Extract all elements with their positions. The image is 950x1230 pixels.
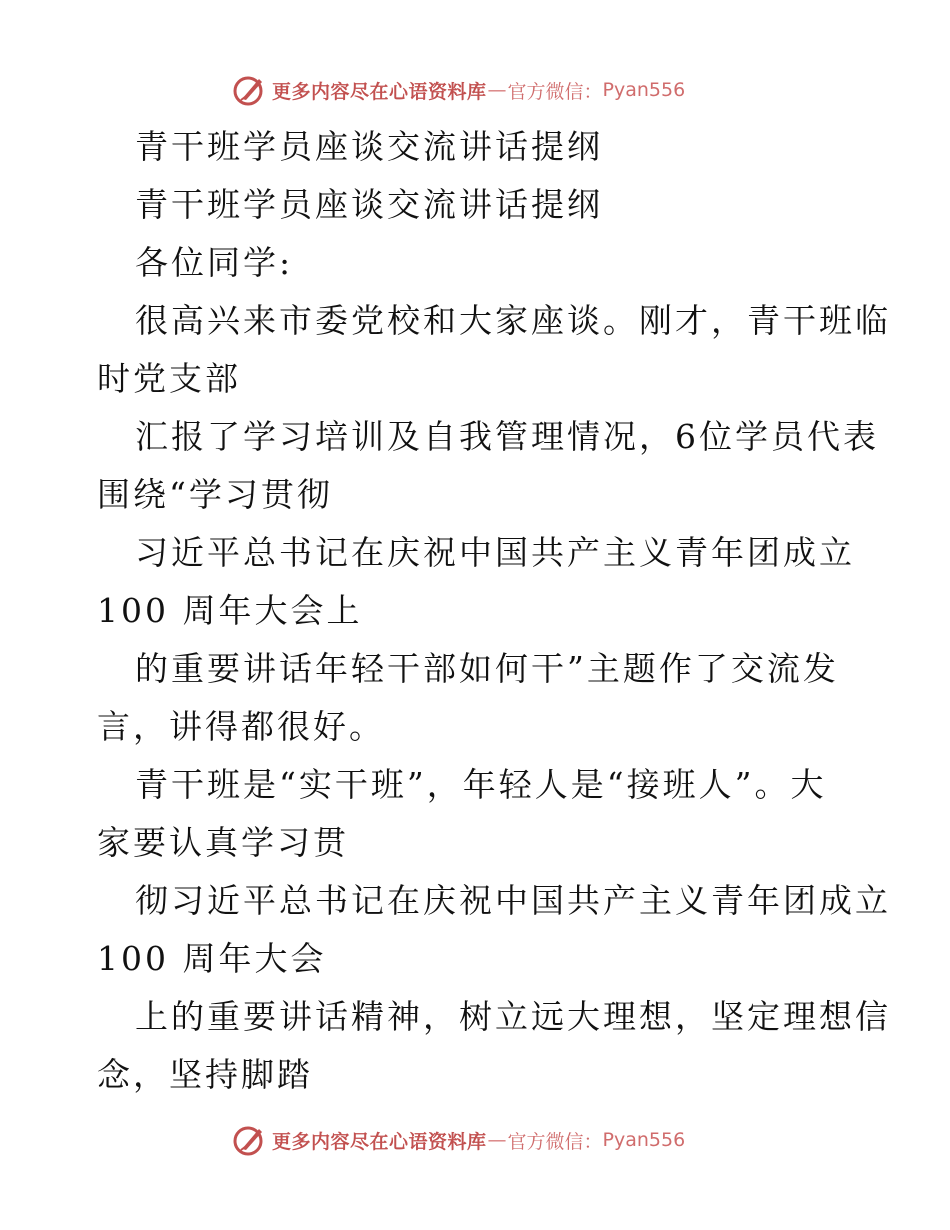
watermark-main-text: 更多内容尽在心语资料库 <box>272 80 487 103</box>
body-line: 家要认真学习贯 <box>97 823 349 862</box>
body-line: 围绕“学习贯彻 <box>97 475 333 514</box>
quill-pen-logo-icon <box>232 1123 266 1157</box>
watermark-dash: — <box>487 1129 507 1151</box>
watermark-wechat-label: 官方微信： <box>507 1130 603 1153</box>
body-line: 很高兴来市委党校和大家座谈。刚才，青干班临 <box>135 301 891 340</box>
body-line: 彻习近平总书记在庆祝中国共产主义青年团成立 <box>135 881 891 920</box>
quill-pen-logo-icon <box>232 73 266 107</box>
watermark-wechat-id: Pyan556 <box>602 1129 686 1151</box>
salutation: 各位同学: <box>135 243 294 282</box>
body-line: 言，讲得都很好。 <box>97 707 385 746</box>
watermark-wechat-id: Pyan556 <box>602 79 686 101</box>
body-line: 念，坚持脚踏 <box>97 1055 313 1094</box>
body-line: 汇报了学习培训及自我管理情况，6位学员代表 <box>135 417 879 456</box>
header-watermark <box>232 70 685 110</box>
watermark-wechat-label: 官方微信： <box>507 80 603 103</box>
document-title: 青干班学员座谈交流讲话提纲 <box>135 127 603 166</box>
body-line: 100 周年大会上 <box>97 591 363 630</box>
body-line: 青干班是“实干班”，年轻人是“接班人”。大 <box>135 765 827 804</box>
body-line: 100 周年大会 <box>97 939 327 978</box>
document-body <box>97 118 891 1104</box>
watermark-main-text: 更多内容尽在心语资料库 <box>272 1130 487 1153</box>
body-line: 时党支部 <box>97 359 241 398</box>
document-title-repeat: 青干班学员座谈交流讲话提纲 <box>135 185 603 224</box>
footer-watermark <box>232 1120 685 1160</box>
body-line: 的重要讲话年轻干部如何干”主题作了交流发 <box>135 649 839 688</box>
body-line: 习近平总书记在庆祝中国共产主义青年团成立 <box>135 533 855 572</box>
watermark-dash: — <box>487 79 507 101</box>
body-line: 上的重要讲话精神，树立远大理想，坚定理想信 <box>135 997 891 1036</box>
